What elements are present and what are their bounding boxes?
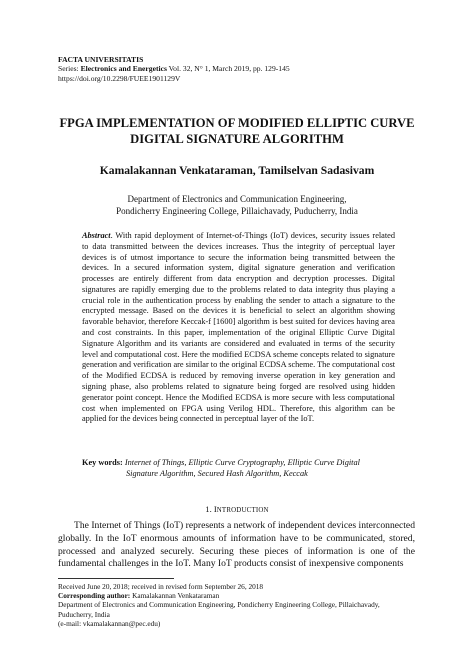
corresponding-name: Kamalakannan Venkataraman <box>130 591 220 601</box>
corresponding-author <box>58 591 415 600</box>
section-heading-introduction <box>40 504 434 514</box>
section-number: 1. I <box>205 504 217 514</box>
journal-doi[interactable]: https://doi.org/10.2298/FUEE1901129V <box>58 73 181 83</box>
footnote <box>58 582 415 628</box>
keywords-line-1: Internet of Things, Elliptic Curve Cryptography, Elliptic Curve Digital <box>124 458 360 467</box>
footnote-divider <box>58 578 174 579</box>
received-dates: Received June 20, 2018; received in revised form September 26, 2018 <box>58 582 264 591</box>
keywords-line-2: Signature Algorithm, Secured Hash Algorithm, Keccak <box>126 468 308 478</box>
keywords-label: Key words <box>82 458 121 467</box>
series-prefix: Series: <box>58 64 81 74</box>
affiliation-line-2: Pondicherry Engineering College, Pillaichavady, Puducherry, India <box>116 206 358 216</box>
abstract-label: Abstract <box>82 231 111 240</box>
paper-title <box>40 116 434 147</box>
author-list: Kamalakannan Venkataraman, Tamilselvan Sadasivam <box>99 164 375 177</box>
title-line-1: FPGA IMPLEMENTATION OF MODIFIED ELLIPTIC CURVE <box>59 116 415 130</box>
abstract-text: . With rapid deployment of Internet-of-Things (IoT) devices, security issues related to data transmitted between the devices increases. Thus the integrity of perceptual layer devices is of utmost importance to secure the information being transmitted between the devices. In a secured information system, digital signature generation and verification processes are entirely different from data encryption and decryption processes. Digital signatures are rapidly emerging due to the problems related to data integrity thus playing a crucial role in the authentication process by enabling the sender to attach a signature to the encrypted message. Based on the devices it is beneficial to select an algorithm showing favorable behavior, therefore Keccak-f [1600] algorithm is best suited for devices having area and cost constraints. In this paper, implementation of the original Elliptic Curve Digital Signature Algorithm and its variants are considered and evaluated in terms of the security level and computational cost. Here the modified ECDSA scheme concepts related to signature generation and verification are similar to the original ECDSA scheme. The computational cost of the Modified ECDSA is reduced by removing inverse operation in key generation and signing phase, also problems related to signature being forged are resolved using hidden generator point concept. Hence the Modified ECDSA is more secure with less computational cost when implemented on FPGA using Verilog HDL. Therefore, this algorithm can be applied for the devices being connected in perceptual layer of the IoT. <box>82 231 395 424</box>
corresponding-email[interactable]: (e-mail: vkamalakannan@pec.edu) <box>58 618 161 628</box>
body-paragraph: The Internet of Things (IoT) represents a network of independent devices interconnected globally. In the IoT enormous amounts of information have to be communicated, stored, processed and analyzed securely. Securing these pieces of information is one of the fundamental challenges in the IoT. Many IoT products consist of inexpensive components <box>58 520 415 570</box>
journal-series <box>58 64 290 73</box>
corresponding-affiliation: Department of Electronics and Communication Engineering, Pondicherry Engineering College, Pillaichavady, Puducherry, India <box>58 600 380 619</box>
journal-name: FACTA UNIVERSITATIS <box>58 55 144 64</box>
abstract <box>82 231 395 425</box>
section-title: NTRODUCTION <box>216 507 269 514</box>
series-details: Vol. 32, N° 1, March 2019, pp. 129-145 <box>166 64 290 74</box>
affiliation <box>40 193 434 217</box>
corresponding-label: Corresponding author: <box>58 591 131 601</box>
keywords <box>82 458 395 480</box>
affiliation-line-1: Department of Electronics and Communication Engineering, <box>127 194 347 204</box>
series-name: Electronics and Energetics <box>80 64 167 74</box>
keywords-row-1: Key words: Internet of Things, Elliptic Curve Cryptography, Elliptic Curve Digital <box>82 458 360 467</box>
journal-header <box>58 55 290 83</box>
title-line-2: DIGITAL SIGNATURE ALGORITHM <box>130 131 344 146</box>
